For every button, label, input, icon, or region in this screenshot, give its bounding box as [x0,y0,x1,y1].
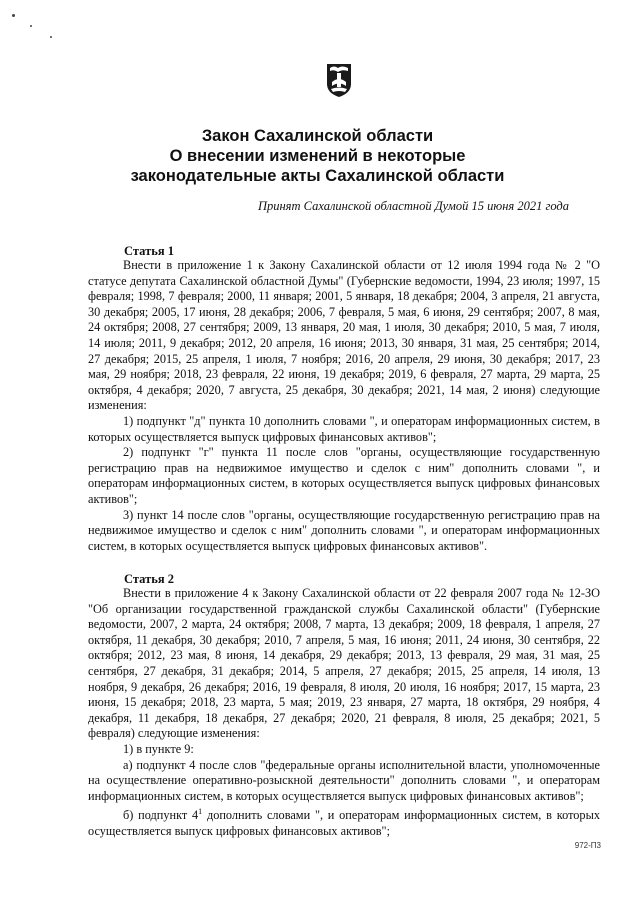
article-1-paragraph: Внести в приложение 1 к Закону Сахалинской области от 12 июля 1994 года № 2 "О статусе депутата Сахалинской областной Думы" (Губернские ведомости, 1994, 23 июля; 1997, 15 февраля; 1998, 7 февраля; 2000, 11 января; 2001, 5 января, 18 декабря; 2004, 3 апреля, 21 августа, 30 декабря; 2005, 17 июня, 28 декабря; 2006, 7 февраля, 5 мая, 6 июня, 29 сентября; 2007, 8 мая, 24 октября; 2008, 27 сентября; 2009, 13 января, 20 мая, 1 июля, 30 декабря; 2010, 5 мая, 7 июля, 14 июля; 2011, 9 декабря; 2012, 20 апреля, 16 июня; 2013, 30 января, 31 мая, 25 сентября; 2014, 27 декабря; 2015, 25 апреля, 1 июля, 7 ноября; 2016, 20 апреля, 29 июня, 30 декабря; 2017, 23 мая, 29 ноября; 2018, 23 февраля, 22 июня, 19 декабря; 2019, 6 февраля, 27 марта, 29 марта, 25 октября, 4 декабря; 2020, 7 августа, 25 декабря, 30 декабря; 2021, 14 мая, 2 июня) следующие изменения: [88,258,600,413]
article-2-paragraph [88,804,600,839]
article-1-paragraph: 3) пункт 14 после слов "органы, осуществляющие государственную регистрацию прав на недвижимое имущество и сделок с ним" дополнить словами ", и операторам информационных систем, в которых осуществляется выпуск цифровых финансовых активов". [88,507,600,553]
article-2-paragraph: а) подпункт 4 после слов "федеральные органы исполнительной власти, уполномоченные на осуществление оперативно-розыскной деятельности" дополнить словами ", и операторам информационных систем, в которых осуществляется выпуск цифровых финансовых активов"; [88,757,600,803]
subpoint-text: дополнить словами ", и операторам информационных систем, в которых осуществляется выпуск цифровых финансовых активов"; [88,808,600,838]
article-2-body [88,586,600,840]
subpoint-superscript: 1 [198,807,203,817]
law-subtitle-line-1: О внесении изменений в некоторые [169,147,466,165]
sakhalin-coat-of-arms-icon [325,62,353,98]
document-code: 972-П3 [574,841,601,850]
article-1-paragraph: 2) подпункт "г" пункта 11 после слов "органы, осуществляющие государственную регистрацию прав на недвижимое имущество и сделок с ним" дополнить словами ", и операторам информационных систем, в которых осуществляется выпуск цифровых финансовых активов"; [88,445,600,506]
article-1-body [88,258,600,554]
law-subtitle-line-2: законодательные акты Сахалинской области [130,167,505,185]
article-2-paragraph: Внести в приложение 4 к Закону Сахалинской области от 22 февраля 2007 года № 12-ЗО "Об организации государственной гражданской службы Сахалинской области" (Губернские ведомости, 2007, 2 марта, 24 октября; 2008, 7 марта, 13 декабря; 2009, 18 февраля, 1 апреля, 27 октября, 11 декабря, 30 декабря; 2010, 7 апреля, 5 мая, 16 июня; 2011, 24 июня, 30 сентября, 22 октября; 2012, 23 мая, 8 июня, 14 декабря, 29 декабря; 2013, 13 февраля, 29 мая, 31 мая, 25 сентября, 27 декабря, 31 декабря; 2014, 5 апреля, 27 декабря; 2015, 25 апреля, 14 июля, 13 ноября, 9 декабря, 26 декабря; 2016, 19 февраля, 8 июля, 20 июля, 16 ноября; 2017, 15 марта, 23 июня, 15 декабря; 2018, 23 марта, 5 мая; 2019, 23 января, 27 марта, 18 октября, 29 ноября, 4 декабря, 11 декабря, 18 декабря, 27 декабря; 2020, 21 февраля, 8 июля, 25 декабря; 2021, 5 февраля) следующие изменения: [88,586,600,741]
scan-speck [50,36,52,38]
article-1-paragraph: 1) подпункт "д" пункта 10 дополнить словами ", и операторам информационных систем, в которых осуществляется выпуск цифровых финансовых активов"; [88,413,600,444]
article-2-heading: Статья 2 [124,572,174,586]
adoption-note: Принят Сахалинской областной Думой 15 июня 2021 года [257,199,569,213]
article-1-heading: Статья 1 [124,244,174,258]
law-title: Закон Сахалинской области [201,127,434,145]
scan-speck [12,14,15,17]
subpoint-prefix: б) подпункт 4 [123,808,199,823]
article-2-paragraph: 1) в пункте 9: [123,741,194,756]
scan-speck [30,25,32,27]
